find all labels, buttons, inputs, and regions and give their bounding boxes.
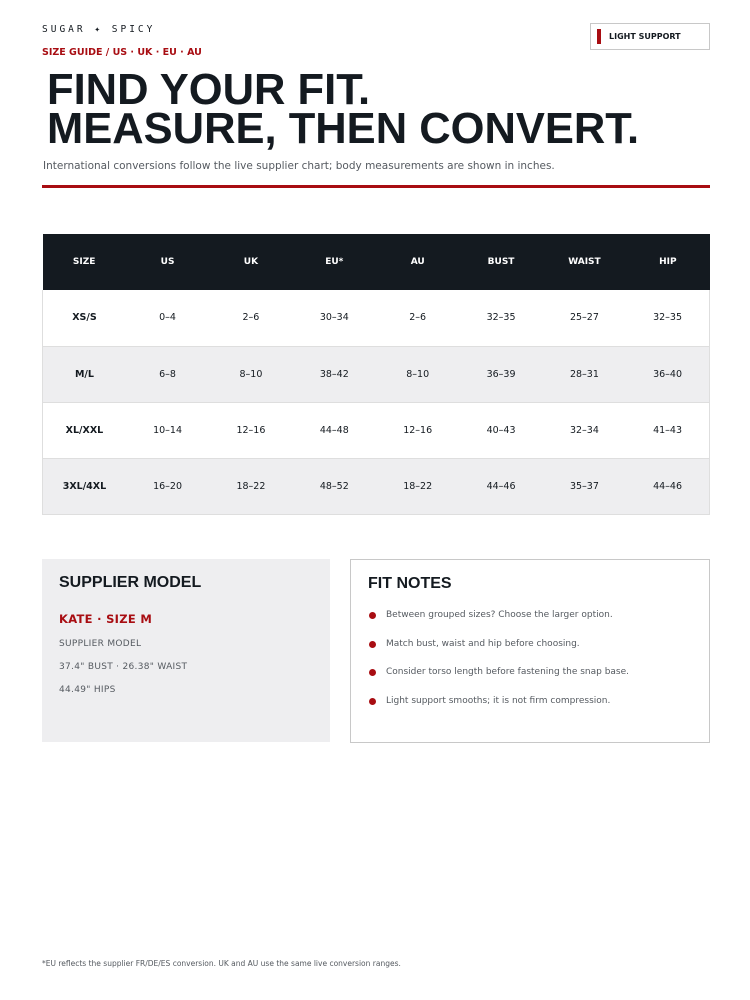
au-cell: 18–22 [376,458,459,514]
column-header-uk: UK [209,234,292,290]
badge-accent-bar [597,29,601,44]
uk-cell: 18–22 [209,458,292,514]
column-header-size: SIZE [43,234,126,290]
supplier-model-title: SUPPLIER MODEL [59,574,202,591]
fit-note-text: Light support smooths; it is not firm compression. [386,696,611,706]
au-cell: 12–16 [376,402,459,458]
supplier-model-panel [42,559,330,742]
us-cell: 10–14 [126,402,209,458]
eu-cell: 38–42 [293,346,376,402]
list-item [369,667,629,677]
hip-cell: 44–46 [626,458,709,514]
size-cell: XS/S [43,290,126,346]
uk-cell: 2–6 [209,290,292,346]
column-header-us: US [126,234,209,290]
waist-cell: 28–31 [543,346,626,402]
list-item [369,639,580,649]
waist-cell: 32–34 [543,402,626,458]
model-hips: 44.49" HIPS [59,685,116,695]
bust-cell: 40–43 [459,402,542,458]
bullet-icon [369,641,376,648]
size-cell: XL/XXL [43,402,126,458]
page-headline [47,66,640,153]
fit-notes-title: FIT NOTES [368,575,452,592]
bullet-icon [369,698,376,705]
bullet-icon [369,669,376,676]
eu-cell: 30–34 [293,290,376,346]
model-label: SUPPLIER MODEL [59,639,142,649]
page-subtitle: International conversions follow the live supplier chart; body measurements are shown in inches. [43,160,555,172]
column-header-bust: BUST [459,234,542,290]
waist-cell: 35–37 [543,458,626,514]
waist-cell: 25–27 [543,290,626,346]
size-conversion-table [42,234,710,515]
header-divider [42,185,710,188]
bullet-icon [369,612,376,619]
au-cell: 2–6 [376,290,459,346]
table-row [43,458,710,514]
column-header-hip: HIP [626,234,709,290]
headline-line-1: FIND YOUR FIT. [47,66,371,114]
fit-note-text: Between grouped sizes? Choose the larger option. [386,610,613,620]
model-name: KATE · SIZE M [59,612,153,626]
table-row [43,290,710,346]
au-cell: 8–10 [376,346,459,402]
size-cell: 3XL/4XL [43,458,126,514]
us-cell: 16–20 [126,458,209,514]
eu-footnote: *EU reflects the supplier FR/DE/ES conversion. UK and AU use the same live conversion ranges. [42,959,401,968]
size-cell: M/L [43,346,126,402]
bust-cell: 44–46 [459,458,542,514]
size-guide-label: SIZE GUIDE / US · UK · EU · AU [42,47,202,58]
fit-notes-panel [350,559,710,743]
uk-cell: 12–16 [209,402,292,458]
list-item [369,610,613,620]
column-header-waist: WAIST [543,234,626,290]
headline-line-2: MEASURE, THEN CONVERT. [47,105,640,153]
fit-note-text: Consider torso length before fastening the snap base. [386,667,630,677]
us-cell: 0–4 [126,290,209,346]
hip-cell: 41–43 [626,402,709,458]
fit-note-text: Match bust, waist and hip before choosing. [386,639,580,649]
hip-cell: 36–40 [626,346,709,402]
support-level-badge [590,23,710,50]
eu-cell: 48–52 [293,458,376,514]
eu-cell: 44–48 [293,402,376,458]
table-header-row [43,234,710,290]
hip-cell: 32–35 [626,290,709,346]
column-header-eu: EU* [293,234,376,290]
support-level-text: LIGHT SUPPORT [609,32,681,41]
table-row [43,346,710,402]
uk-cell: 8–10 [209,346,292,402]
bust-cell: 32–35 [459,290,542,346]
table-row [43,402,710,458]
model-bust-waist: 37.4" BUST · 26.38" WAIST [59,662,188,672]
brand-logo: SUGAR ✦ SPICY [42,24,156,35]
bust-cell: 36–39 [459,346,542,402]
list-item [369,696,610,706]
column-header-au: AU [376,234,459,290]
us-cell: 6–8 [126,346,209,402]
